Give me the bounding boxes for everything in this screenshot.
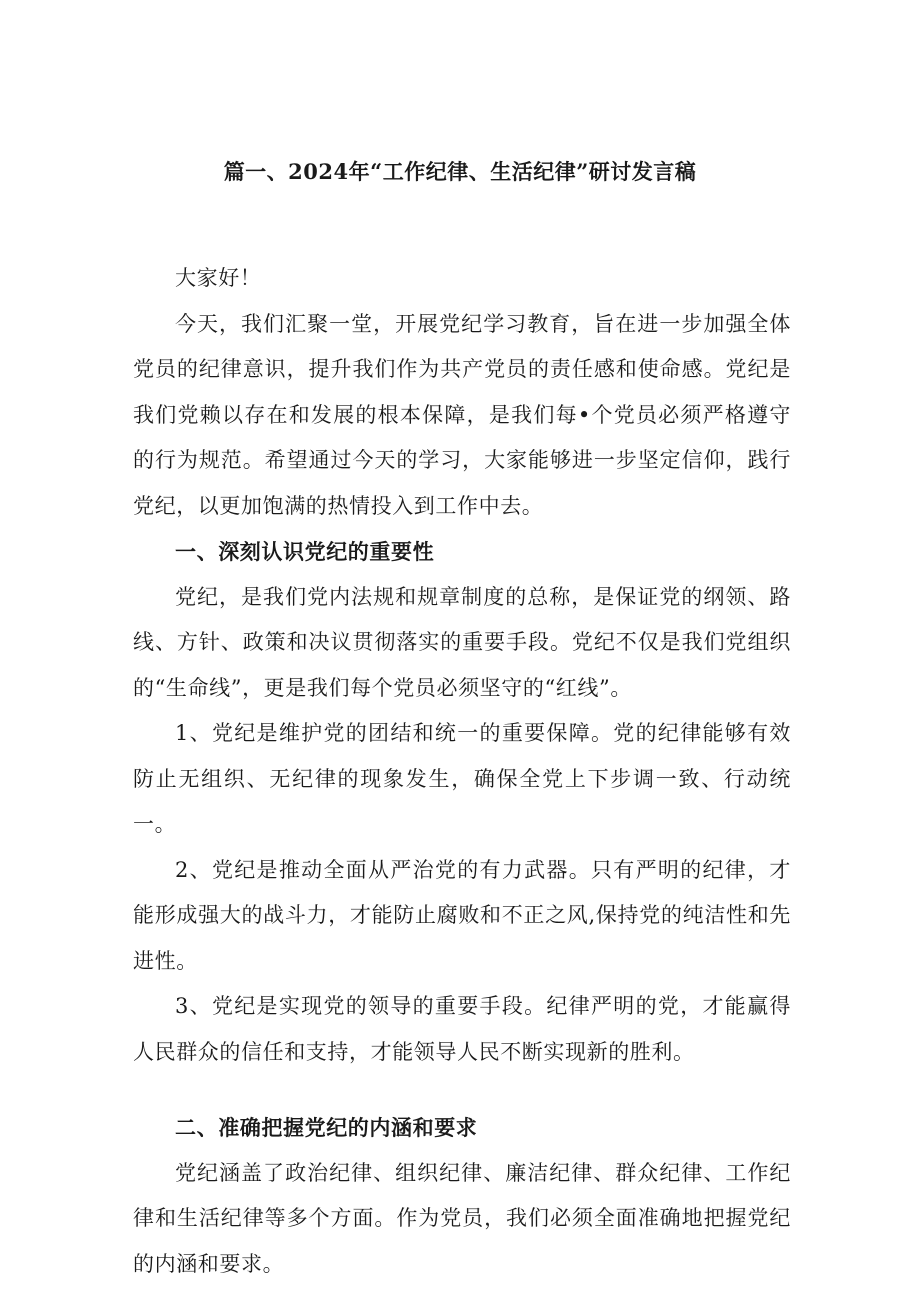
greeting-paragraph: 大家好！ — [175, 266, 262, 290]
section-1-point-3: 3、党纪是实现党的领导的重要手段。纪律严明的党，才能赢得人民群众的信任和支持，才能领导人民不断实现新的胜利。 — [133, 994, 791, 1064]
intro-paragraph: 今天，我们汇聚一堂，开展党纪学习教育，旨在进一步加强全体党员的纪律意识，提升我们作为共产党员的责任感和使命感。党纪是我们党赖以存在和发展的根本保障，是我们每•个党员必须严格遵守的行为规范。希望通过今天的学习，大家能够进一步坚定信仰，践行党纪，以更加饱满的热情投入到工作中去。 — [133, 311, 791, 518]
section-spacer — [133, 1075, 791, 1105]
section-2-heading: 二、准确把握党纪的内涵和要求 — [175, 1115, 478, 1140]
section-1-point-2: 2、党纪是推动全面从严治党的有力武器。只有严明的纪律，才能形成强大的战斗力，才能防止腐败和不正之风,保持党的纯洁性和先进性。 — [133, 857, 791, 973]
document-title: 篇一、2024年“工作纪律、生活纪律”研讨发言稿 — [223, 159, 697, 184]
section-1-paragraph: 党纪，是我们党内法规和规章制度的总称，是保证党的纲领、路线、方针、政策和决议贯彻落实的重要手段。党纪不仅是我们党组织的“生命线”，更是我们每个党员必须坚守的“红线”。 — [133, 584, 791, 700]
section-1-point-1: 1、党纪是维护党的团结和统一的重要保障。党的纪律能够有效防止无组织、无纪律的现象发生，确保全党上下步调一致、行动统一。 — [133, 721, 791, 836]
document-body — [133, 256, 791, 1287]
section-2-paragraph: 党纪涵盖了政治纪律、组织纪律、廉洁纪律、群众纪律、工作纪律和生活纪律等多个方面。作为党员，我们必须全面准确地把握党纪的内涵和要求。 — [133, 1160, 791, 1276]
section-1-heading: 一、深刻认识党纪的重要性 — [175, 539, 435, 564]
